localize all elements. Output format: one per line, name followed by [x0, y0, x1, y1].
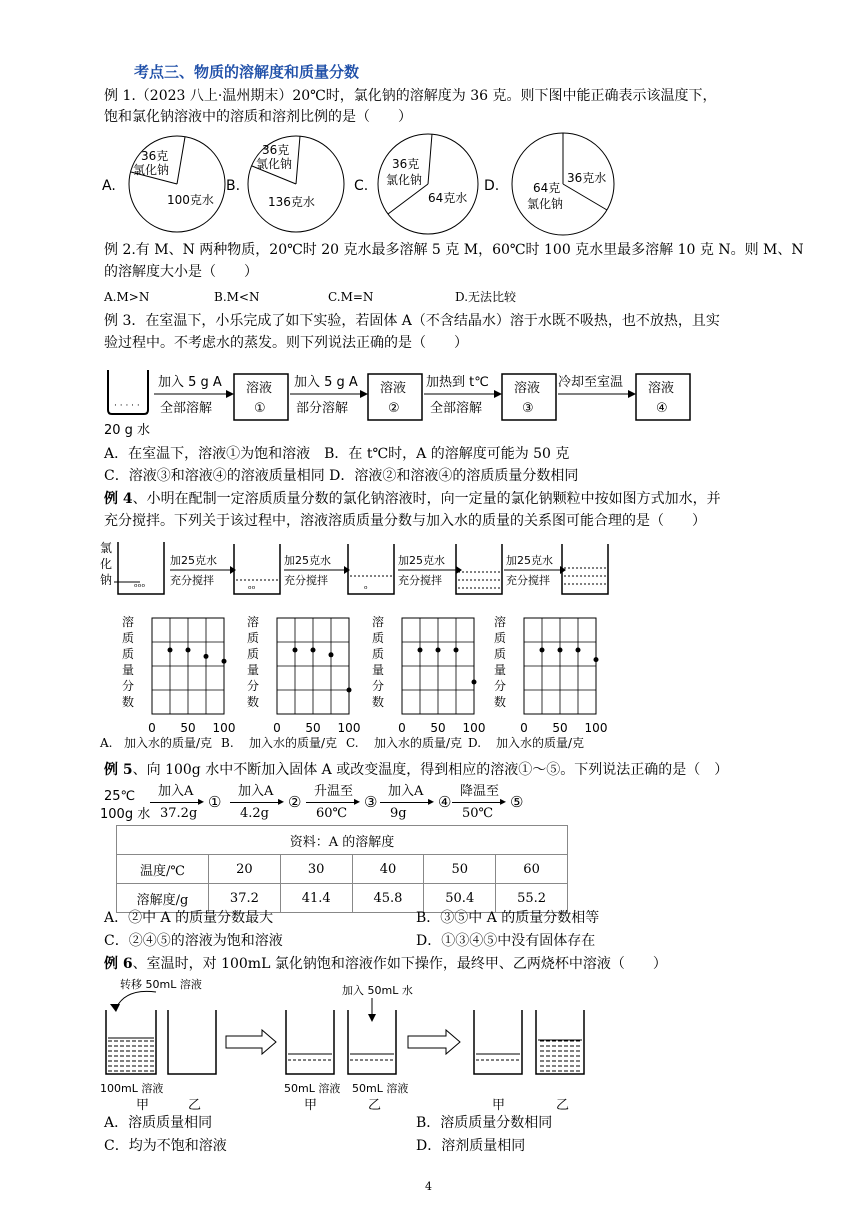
ex4-beaker-2 [234, 544, 280, 595]
x-tick-label: 0 [273, 721, 281, 735]
ex1-option-a: A. [102, 178, 116, 194]
ex5-step-top: 降温至 [460, 784, 500, 799]
section-heading: 考点三、物质的溶解度和质量分数 [134, 63, 360, 81]
ex3-box3-label: 溶液 [514, 381, 541, 396]
ylabel-char: 质 [122, 647, 135, 661]
ex4-side-2: 化 [100, 557, 113, 571]
x-tick-label: 0 [148, 721, 156, 735]
pie-b-small-2: 氯化钠 [256, 157, 293, 171]
ex4-step-top-4: 加25克水 [506, 554, 553, 567]
ylabel-char: 质 [494, 647, 507, 661]
ex6-beaker-50a [284, 1010, 340, 1095]
ex5-arrow-head: ▸ [198, 794, 205, 808]
pie-c [378, 134, 478, 234]
ex5-step-result: ① [208, 793, 222, 811]
ylabel-char: 溶 [372, 615, 385, 629]
ylabel-char: 数 [247, 695, 260, 709]
ex5-line1: 、向 100g 水中不断加入固体 A 或改变温度，得到相应的溶液①～⑤。下列说法正确的是（ ） [132, 762, 729, 778]
ex4-arrow-2 [284, 553, 350, 587]
ex4-arrow-4 [504, 553, 566, 587]
ylabel-char: 量 [122, 663, 135, 677]
ex6-beaker-100 [100, 1010, 163, 1095]
ex6-label-100: 100mL 溶液 [100, 1082, 164, 1095]
ex5-solubility-table [116, 825, 568, 913]
ex3-box4-num: ④ [656, 401, 668, 416]
ex1-option-d: D. [484, 178, 500, 194]
x-tick-label: 100 [584, 721, 608, 735]
ex3-flow-diagram [100, 362, 700, 442]
ex6-label-50a: 50mL 溶液 [284, 1082, 341, 1095]
ex1-option-c: C. [354, 178, 369, 194]
data-point [576, 648, 581, 653]
ylabel-char: 分 [247, 679, 260, 693]
ex4-side-3: 钠 [100, 573, 113, 587]
data-point [329, 652, 334, 657]
pie-b-small-1: 36克 [262, 143, 290, 157]
ex5-step-result: ② [288, 793, 302, 811]
ex5-sol-4: 55.2 [496, 884, 568, 913]
svg-text:ᵒᵒᵒ: ᵒᵒᵒ [134, 583, 146, 593]
data-point [418, 648, 423, 653]
x-axis-label: 加入水的质量/克 [124, 736, 213, 750]
ex5-start-temp: 25℃ [104, 789, 136, 804]
ex5-step-arrow [380, 802, 432, 803]
ex2-option-c: C.M=N [328, 290, 374, 304]
ex5-step-bottom: 4.2g [240, 806, 269, 821]
pie-d-small: 36克水 [567, 171, 607, 185]
ylabel-char: 质 [372, 647, 385, 661]
x-tick-label: 100 [212, 721, 236, 735]
ex4-chart-c [350, 612, 486, 752]
ex1-line2: 饱和氯化钠溶液中的溶质和溶剂比例的是（ ） [104, 109, 412, 125]
ex5-step-result: ⑤ [510, 793, 524, 811]
ex3-options-cd: C．溶液③和溶液④的溶液质量相同 D．溶液②和溶液④的溶质质量分数相同 [104, 468, 579, 484]
pie-a-small-1: 36克 [141, 149, 169, 163]
ex5-sol-0: 37.2 [209, 884, 281, 913]
ex4-process-diagram [96, 536, 616, 608]
ylabel-char: 量 [247, 663, 260, 677]
svg-text:ᵒ: ᵒ [364, 585, 368, 595]
ex6-diagram [96, 974, 596, 1114]
ylabel-char: 分 [122, 679, 135, 693]
ex5-step-top: 加入A [388, 784, 424, 799]
ex3-box2-num: ② [388, 401, 400, 416]
data-point [454, 648, 459, 653]
ex3-step3-top: 加热到 t℃ [426, 375, 489, 390]
ex4-arrow-1 [170, 553, 236, 587]
ex5-sol-head: 溶解度/g [117, 884, 209, 913]
ylabel-char: 分 [372, 679, 385, 693]
ex5-step-arrow [150, 802, 202, 803]
ex3-step2-top: 加入 5 g A [294, 375, 358, 390]
ex6-beaker-final-yi [536, 1010, 584, 1074]
ex6-yi-2: 乙 [368, 1098, 382, 1113]
ylabel-char: 数 [122, 695, 135, 709]
ex3-box4-label: 溶液 [648, 381, 675, 396]
ex4-step-bottom-4: 充分搅拌 [506, 574, 550, 587]
ex3-step3-bottom: 全部溶解 [430, 401, 483, 416]
ex4-step-top-1: 加25克水 [170, 554, 217, 567]
data-point [594, 657, 599, 662]
ex5-step-top: 加入A [158, 784, 194, 799]
ex4-option-b: B. [221, 736, 234, 750]
ylabel-char: 质 [494, 631, 507, 645]
ylabel-char: 溶 [247, 615, 260, 629]
ex5-temp-0: 20 [209, 855, 281, 884]
ex5-step-top: 加入A [238, 784, 274, 799]
data-point [204, 654, 209, 659]
x-tick-label: 100 [462, 721, 486, 735]
ex5-arrow-head: ▸ [278, 794, 285, 808]
ex6-jia-3: 甲 [492, 1098, 506, 1113]
ex5-option-c: C．②④⑤的溶液为饱和溶液 [104, 933, 283, 949]
ylabel-char: 质 [122, 631, 135, 645]
ex4-beaker-1 [118, 542, 164, 594]
ex5-sol-2: 45.8 [352, 884, 424, 913]
ex6-yi-3: 乙 [556, 1098, 570, 1113]
ex4-chart-d [472, 612, 608, 752]
pie-c-small-2: 氯化钠 [386, 173, 423, 187]
ex5-step-result: ③ [364, 793, 378, 811]
ex4-step-bottom-2: 充分搅拌 [284, 574, 328, 587]
ex6-jia-1: 甲 [136, 1098, 150, 1113]
ex4-step-top-2: 加25克水 [284, 554, 331, 567]
ex4-option-a: A. [100, 736, 113, 750]
x-tick-label: 50 [180, 721, 196, 735]
pie-d-large-2: 氯化钠 [527, 197, 564, 211]
ex5-step-bottom: 60℃ [316, 806, 348, 821]
ex6-big-arrow-2 [408, 1030, 460, 1054]
ex6-option-a: A．溶质质量相同 [104, 1115, 213, 1131]
x-axis-label: 加入水的质量/克 [249, 736, 338, 750]
ex4-step-bottom-3: 充分搅拌 [398, 574, 442, 587]
x-tick-label: 0 [520, 721, 528, 735]
ex5-step-arrow [306, 802, 358, 803]
ex2-line2: 的溶解度大小是（ ） [104, 264, 258, 280]
ex3-start-label: 20 g 水 [104, 423, 151, 438]
ex4-step-top-3: 加25克水 [398, 554, 445, 567]
ex6-option-b: B．溶质质量分数相同 [416, 1115, 553, 1131]
ex4-label: 例 4 [104, 491, 133, 507]
ex5-arrow-head: ▸ [354, 794, 361, 808]
data-point [311, 648, 316, 653]
svg-text:ᵒᵒ: ᵒᵒ [248, 585, 256, 595]
ex3-step4-top: 冷却至室温 [558, 375, 624, 390]
ex3-box1-num: ① [254, 401, 266, 416]
ex6-big-arrow-1 [226, 1030, 276, 1054]
ex5-temp-3: 50 [424, 855, 496, 884]
x-tick-label: 50 [305, 721, 321, 735]
ex5-option-a: A．②中 A 的质量分数最大 [104, 910, 274, 926]
ex6-label-50b: 50mL 溶液 [352, 1082, 409, 1095]
ex6-line1: 、室温时，对 100mL 氯化钠饱和溶液作如下操作，最终甲、乙两烧杯中溶液（ ） [132, 956, 667, 972]
ex5-option-b: B．③⑤中 A 的质量分数相等 [416, 910, 600, 926]
ex4-beaker-4 [456, 544, 502, 594]
ex6-beaker-50b [348, 1010, 408, 1095]
ex6-option-d: D．溶剂质量相同 [416, 1138, 526, 1154]
ex5-start-water: 100g 水 [100, 807, 151, 822]
ex5-temp-4: 60 [496, 855, 568, 884]
ex5-sol-3: 50.4 [424, 884, 496, 913]
ex5-table-title: 资料：A 的溶解度 [117, 826, 568, 855]
pie-b [248, 136, 344, 232]
data-point [168, 648, 173, 653]
ylabel-char: 数 [494, 695, 507, 709]
ex6-beaker-empty [168, 1010, 216, 1074]
ex4-chart-a [100, 612, 236, 752]
ex3-step1-bottom: 全部溶解 [160, 401, 213, 416]
ex6-yi-1: 乙 [188, 1098, 202, 1113]
ylabel-char: 溶 [122, 615, 135, 629]
data-point [558, 648, 563, 653]
x-tick-label: 100 [337, 721, 361, 735]
ex6-label: 例 6 [104, 956, 133, 972]
x-axis-label: 加入水的质量/克 [496, 736, 585, 750]
ex3-line1: 例 3．在室温下，小乐完成了如下实验，若固体 A（不含结晶水）溶于水既不吸热，也不放热，且实 [104, 313, 720, 329]
ylabel-char: 质 [372, 631, 385, 645]
ex5-temp-1: 30 [280, 855, 352, 884]
ex4-chart-b [225, 612, 361, 752]
pie-a-large: 100克水 [167, 193, 214, 207]
ex3-box2-label: 溶液 [380, 381, 407, 396]
ex5-temp-2: 40 [352, 855, 424, 884]
data-point [293, 648, 298, 653]
ylabel-char: 量 [372, 663, 385, 677]
ex1-option-b: B. [226, 178, 241, 194]
ex5-step-arrow [452, 802, 504, 803]
ex4-option-d: D. [468, 736, 482, 750]
ex3-options-ab: A．在室温下，溶液①为饱和溶液 B．在 t℃时，A 的溶解度可能为 50 克 [104, 446, 570, 462]
ex6-option-c: C．均为不饱和溶液 [104, 1138, 227, 1154]
pie-d [512, 133, 614, 235]
ex2-option-d: D.无法比较 [455, 290, 517, 304]
ex3-step2-bottom: 部分溶解 [296, 401, 349, 416]
ex5-option-d: D．①③④⑤中没有固体存在 [416, 933, 596, 949]
ex5-step-result: ④ [438, 793, 452, 811]
pie-b-large: 136克水 [268, 195, 315, 209]
x-tick-label: 50 [430, 721, 446, 735]
x-axis-label: 加入水的质量/克 [374, 736, 463, 750]
ex5-label: 例 5 [104, 762, 133, 778]
ex5-step-bottom: 37.2g [160, 806, 198, 821]
ex6-jia-2: 甲 [304, 1098, 318, 1113]
pie-c-small-1: 36克 [392, 157, 420, 171]
ylabel-char: 质 [247, 631, 260, 645]
ex3-box3-num: ③ [522, 401, 534, 416]
ylabel-char: 质 [247, 647, 260, 661]
pie-a [129, 136, 225, 232]
ex4-arrow-3 [398, 553, 462, 587]
ex6-transfer-label: 转移 50mL 溶液 [120, 978, 202, 991]
ex1-line1: 例 1.（2023 八上·温州期末）20℃时，氯化钠的溶解度为 36 克。则下图中能正确表示该温度下， [104, 88, 717, 104]
ex2-option-b: B.M<N [214, 290, 260, 304]
ex4-side-1: 氯 [100, 541, 113, 555]
data-point [540, 648, 545, 653]
ex3-step1-top: 加入 5 g A [158, 375, 222, 390]
ex5-step-bottom: 9g [390, 806, 407, 821]
ex6-beaker-final-jia [474, 1010, 522, 1074]
ex5-step-top: 升温至 [314, 784, 354, 799]
ex4-step-bottom-1: 充分搅拌 [170, 574, 214, 587]
ylabel-char: 数 [372, 695, 385, 709]
ex3-box1-label: 溶液 [246, 381, 273, 396]
ex4-beaker-5 [562, 544, 608, 594]
ex5-arrow-head: ▸ [500, 794, 507, 808]
x-tick-label: 50 [552, 721, 568, 735]
ex3-line2: 验过程中。不考虑水的蒸发。则下列说法正确的是（ ） [104, 335, 468, 351]
ex2-line1: 例 2.有 M、N 两种物质，20℃时 20 克水最多溶解 5 克 M，60℃时 100 克水里最多溶解 10 克 N。则 M、N [104, 242, 804, 258]
ex6-add-label: 加入 50mL 水 [342, 984, 413, 997]
ex1-pie-charts [100, 128, 660, 238]
ex5-sol-1: 41.4 [280, 884, 352, 913]
pie-d-large-1: 64克 [533, 181, 561, 195]
ex3-beaker [104, 370, 150, 438]
ylabel-char: 量 [494, 663, 507, 677]
data-point [436, 648, 441, 653]
ex4-line1: 、小明在配制一定溶质质量分数的氯化钠溶液时，向一定量的氯化钠颗粒中按如图方式加水，并 [132, 491, 721, 507]
pie-c-large: 64克水 [428, 191, 468, 205]
ex5-step-arrow [230, 802, 282, 803]
x-tick-label: 0 [398, 721, 406, 735]
ex4-line2: 充分搅拌。下列关于该过程中，溶液溶质质量分数与加入水的质量的关系图可能合理的是（ ） [104, 513, 706, 529]
ex5-arrow-head: ▸ [428, 794, 435, 808]
ex5-step-bottom: 50℃ [462, 806, 494, 821]
ex4-beaker-3 [348, 544, 394, 595]
ylabel-char: 溶 [494, 615, 507, 629]
ex2-option-a: A.M>N [104, 290, 150, 304]
ylabel-char: 分 [494, 679, 507, 693]
ex5-temp-head: 温度/℃ [117, 855, 209, 884]
svg-text:· · · · ·: · · · · · [114, 401, 140, 411]
pie-a-small-2: 氯化钠 [133, 163, 170, 177]
ex4-option-c: C. [346, 736, 359, 750]
data-point [186, 648, 191, 653]
page-number: 4 [425, 1180, 432, 1193]
